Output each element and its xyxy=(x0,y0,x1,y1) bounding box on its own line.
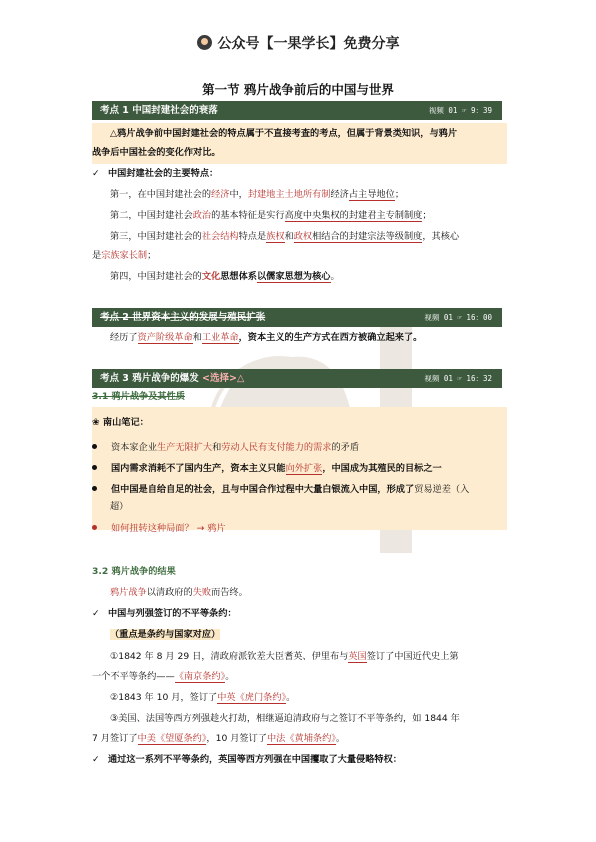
bullet-icon xyxy=(92,465,97,470)
feature-2: 第二，中国封建社会政治的基本特征是实行高度中央集权的封建君主专制制度； xyxy=(110,210,432,221)
bullet-icon xyxy=(92,444,97,449)
section-tag-3: <选择>△ xyxy=(202,373,245,384)
sec2-text: 经历了资产阶级革命和工业革命，资本主义的生产方式在西方被确立起来了。 xyxy=(110,332,423,343)
page-title: 第一节 鸦片战争前后的中国与世界 xyxy=(202,82,394,97)
treaties-note: （重点是条约与国家对应） xyxy=(110,629,221,640)
feature-1: 第一，在中国封建社会的经济中，封建地主土地所有制经济占主导地位； xyxy=(110,189,404,200)
privileges-heading: ✓ 通过这一系列不平等条约，英国等西方列强在中国攫取了大量侵略特权： xyxy=(92,754,402,765)
section-title-1: 考点 1 中国封建社会的衰落 xyxy=(100,105,218,116)
intro-line-2: 战争后中国社会的变化作对比。 xyxy=(92,147,221,158)
section-title-3: 考点 3 鸦片战争的爆发 xyxy=(100,373,203,384)
checkmark-icon: ✓ xyxy=(92,608,100,619)
intro-line-1: △鸦片战争前中国封建社会的特点属于不直接考查的考点，但属于背景类知识，与鸦片 xyxy=(110,128,458,139)
bullet-icon xyxy=(92,486,97,491)
treaty-3: ③美国、法国等西方列强趁火打劫，相继逼迫清政府与之签订不平等条约，如 1844 年 xyxy=(110,713,460,724)
section-bar-3 xyxy=(92,369,502,388)
note-bullet-1: 资本家企业生产无限扩大和劳动人民有支付能力的需求的矛盾 xyxy=(92,441,507,455)
checkmark-icon: ✓ xyxy=(92,168,100,179)
note-bullet-3: 但中国是自给自足的社会，且与中国合作过程中大量白银流入中国，形成了贸易逆差（入 xyxy=(92,483,507,497)
feature-3-cont: 是宗族家长制； xyxy=(92,250,157,261)
video-timestamp-3[interactable]: 视频 01 ☞ 16：32 xyxy=(424,374,492,383)
notes-heading: ❀ 南山笔记： xyxy=(92,417,149,428)
features-heading: ✓ 中国封建社会的主要特点： xyxy=(92,168,219,179)
section-title-2: 考点 2 世界资本主义的发展与殖民扩张 xyxy=(100,312,266,323)
subsection-3-1: 3.1 鸦片战争及其性质 xyxy=(92,391,185,402)
treaty-3-cont: 7 月签订了中美《望厦条约》，10 月签订了中法《黄埔条约》。 xyxy=(92,733,346,744)
checkmark-icon: ✓ xyxy=(92,754,100,765)
note-bullet-3-cont: 超） xyxy=(110,501,129,512)
brand-header xyxy=(0,33,596,53)
brand-text: 公众号【一果学长】免费分享 xyxy=(217,36,400,52)
treaty-2: ②1843 年 10 月，签订了中英《虎门条约》。 xyxy=(110,692,296,703)
subsection-3-2: 3.2 鸦片战争的结果 xyxy=(92,566,176,577)
result-line: 鸦片战争以清政府的失败而告终。 xyxy=(110,587,248,598)
note-bullet-2: 国内需求消耗不了国内生产，资本主义只能向外扩张，中国成为其殖民的目标之一 xyxy=(92,462,507,476)
feature-3: 第三，中国封建社会的社会结构特点是族权和政权相结合的封建宗法等级制度，其核心 xyxy=(110,231,460,242)
avatar-logo-icon xyxy=(197,35,212,50)
treaty-1: ①1842 年 8 月 29 日，清政府派钦差大臣耆英、伊里布与英国签订了中国近代史上第 xyxy=(110,651,459,662)
feature-4: 第四，中国封建社会的文化思想体系以儒家思想为核心。 xyxy=(110,271,340,282)
note-bullet-4: 如何扭转这种局面？ → 鸦片 xyxy=(92,522,507,536)
treaties-heading: ✓ 中国与列强签订的不平等条约： xyxy=(92,608,237,619)
section-bar-2 xyxy=(92,308,502,327)
section-bar-1 xyxy=(92,101,502,120)
treaty-1-cont: 一个不平等条约——《南京条约》。 xyxy=(92,671,235,682)
video-timestamp-1[interactable]: 视频 01 ☞ 9：39 xyxy=(428,106,492,115)
bullet-icon xyxy=(92,525,97,530)
video-timestamp-2[interactable]: 视频 01 ☞ 16：00 xyxy=(424,313,492,322)
